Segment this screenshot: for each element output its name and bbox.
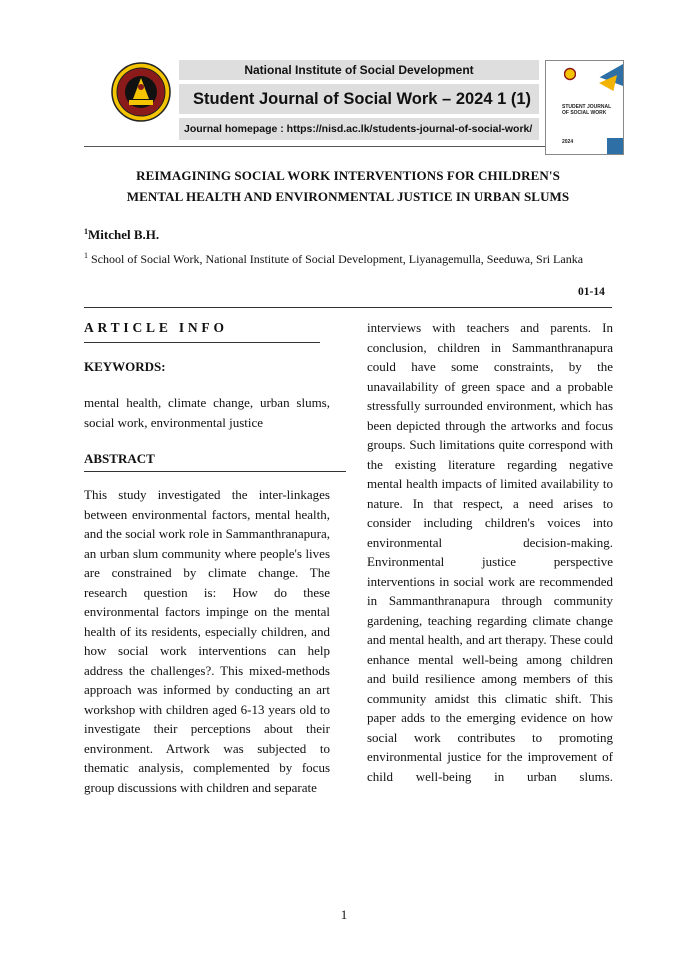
header-divider bbox=[84, 146, 612, 147]
abstract-rule bbox=[84, 471, 346, 472]
cover-year: 2024 bbox=[562, 139, 574, 145]
author bbox=[84, 227, 159, 243]
journal-homepage[interactable]: Journal homepage : https://nisd.ac.lk/students-journal-of-social-work/ bbox=[179, 118, 539, 140]
author-superscript: 1 bbox=[84, 227, 88, 236]
affiliation bbox=[84, 247, 584, 268]
nisd-logo bbox=[109, 61, 173, 123]
article-info-heading: ARTICLE INFO bbox=[84, 320, 228, 335]
keywords-heading: KEYWORDS: bbox=[84, 359, 166, 374]
article-title-line-2: MENTAL HEALTH AND ENVIRONMENTAL JUSTICE IN URBAN SLUMS bbox=[126, 189, 570, 204]
page-number: 1 bbox=[340, 907, 348, 922]
abstract-heading: ABSTRACT bbox=[84, 451, 155, 466]
cover-title: STUDENT JOURNAL OF SOCIAL WORK bbox=[562, 104, 612, 116]
article-title bbox=[84, 165, 612, 207]
affiliation-text: School of Social Work, National Institute of Social Development, Liyanagemulla, Seeduwa, Sri Lanka bbox=[88, 252, 584, 266]
cover-emblem-icon bbox=[564, 67, 576, 81]
section-divider bbox=[84, 307, 612, 308]
article-info-rule bbox=[84, 342, 320, 343]
author-name: Mitchel B.H. bbox=[88, 227, 160, 242]
abstract-text-part-2: interviews with teachers and parents. In conclusion, children in Sammanthranapura could have some constraints, by the unavailability of green space and a probable stressfully surrounded environment, which has been depicted through the artworks and focus groups. Such limitations quite correspond with the existing literature regarding negative mental health impacts of limited availability to nature. In that respect, a need arises to consider including children's voices into environmental decision-making. Environmental justice perspective interventions in social work are recommended in Sammanthranapura through community gardening, teaching regarding climate change and mental health, and art therapy. These could enhance mental well-being among children and build resilience among members of this community amidst this climatic shift. This paper adds to the emerging evidence on how social work contributes to promoting environmental justice for the improvement of child well-being in urban slums. bbox=[367, 320, 613, 784]
affiliation-superscript: 1 bbox=[84, 251, 88, 260]
keywords-text: mental health, climate change, urban slums, social work, environmental justice bbox=[84, 395, 330, 430]
journal-cover-thumbnail bbox=[545, 60, 624, 155]
article-title-line-1: REIMAGINING SOCIAL WORK INTERVENTIONS FOR CHILDREN'S bbox=[136, 168, 560, 183]
abstract-text-part-1: This study investigated the inter-linkages between environmental factors, mental health, and the social work role in Sammanthranapura, an urban slum community where people's lives are constrained by climate change. The research question is: How do these environmental factors impinge on the mental health of its residents, especially children, and how social work interventions can help address the challenges?. This mixed-methods approach was informed by conducting an art workshop with children aged 6-13 years old to investigate their perceptions about their environment. Artwork was subjected to thematic analysis, complemented by focus group discussions with children and separate bbox=[84, 487, 330, 795]
journal-title: Student Journal of Social Work – 2024 1 (1) bbox=[179, 84, 539, 114]
page-range: 01-14 bbox=[578, 286, 605, 298]
institute-name: National Institute of Social Development bbox=[179, 60, 539, 80]
